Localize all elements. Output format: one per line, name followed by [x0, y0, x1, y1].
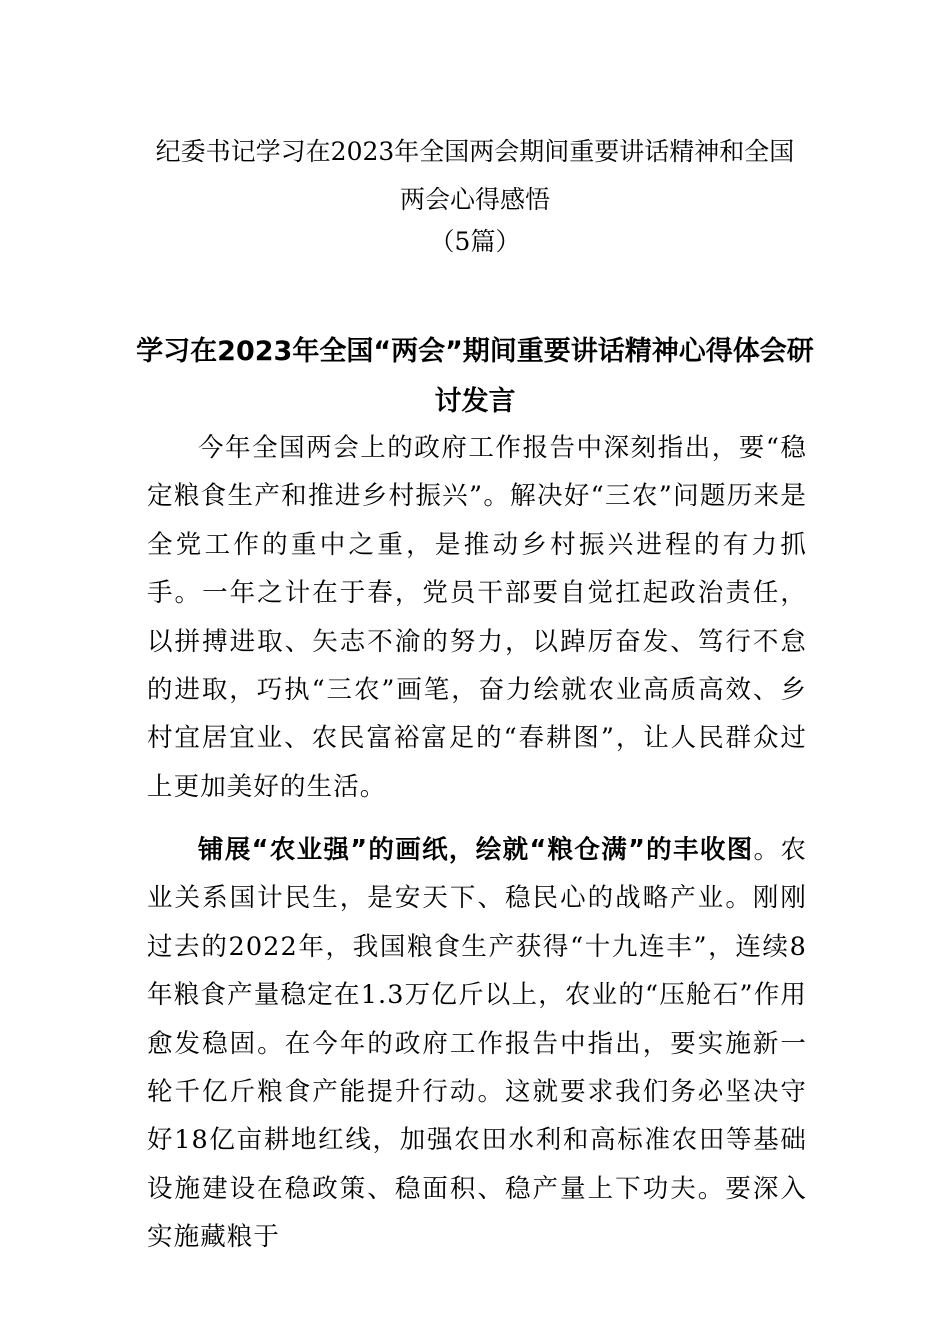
body-paragraph-2 [147, 826, 807, 1262]
body-paragraph-1: 今年全国两会上的政府工作报告中深刻指出，要“稳定粮食生产和推进乡村振兴”。解决好“三农”问题历来是全党工作的重中之重，是推动乡村振兴进程的有力抓手。一年之计在于春，党员干部要自觉扛起政治责任，以拼搏进取、矢志不渝的努力，以踔厉奋发、笃行不怠的进取，巧执“三农”画笔，奋力绘就农业高质高效、乡村宜居宜业、农民富裕富足的“春耕图”，让人民群众过上更加美好的生活。 [147, 433, 807, 802]
section-heading-line-1: 学习在2023年全国“两会”期间重要讲话精神心得体会研 [136, 336, 814, 367]
document-title-line-1: 纪委书记学习在2023年全国两会期间重要讲话精神和全国 [155, 137, 795, 166]
paragraph-2-lead-sentence: 铺展“农业强”的画纸，绘就“粮仓满”的丰收图 [198, 835, 754, 865]
paragraph-2-body: 。农业关系国计民生，是安天下、稳民心的战略产业。刚刚过去的2022年，我国粮食生产获得“十九连丰”，连续8年粮食产量稳定在1.3万亿斤以上，农业的“压舱石”作用愈发稳固。在今年的政府工作报告中指出，要实施新一轮千亿斤粮食产能提升行动。这就要求我们务必坚决守好18亿亩耕地红线，加强农田水利和高标准农田等基础设施建设在稳政策、稳面积、稳产量上下功夫。要深入实施藏粮于 [147, 835, 807, 1253]
document-title-line-2: 两会心得感悟 [399, 185, 550, 214]
document-title-count: （5篇） [429, 227, 521, 256]
section-heading-line-2: 讨发言 [434, 386, 516, 417]
